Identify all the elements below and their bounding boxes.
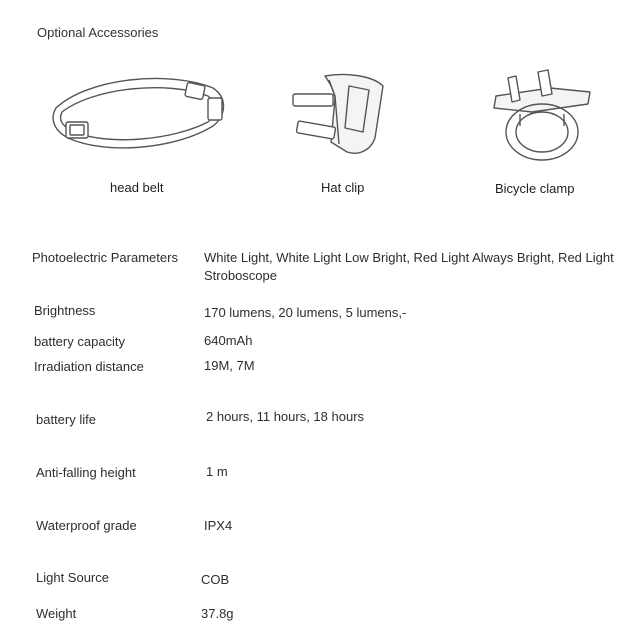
param-value-waterproof-grade: IPX4 (204, 518, 233, 533)
param-value-battery-capacity: 640mAh (204, 333, 253, 348)
param-value-brightness: 170 lumens, 20 lumens, 5 lumens,- (204, 305, 407, 320)
param-label-weight: Weight (36, 606, 77, 621)
param-label-brightness: Brightness (34, 303, 96, 318)
accessory-label-bicycle-clamp: Bicycle clamp (495, 181, 575, 196)
hat-clip-icon (287, 68, 387, 160)
accessories-title: Optional Accessories (37, 25, 159, 40)
head-belt-icon (48, 68, 233, 158)
accessory-bicycle-clamp (490, 66, 595, 164)
accessory-head-belt (48, 68, 233, 158)
param-value-anti-falling-height: 1 m (206, 464, 228, 479)
param-label-irradiation-distance: Irradiation distance (34, 359, 144, 374)
param-value-photoelectric: White Light, White Light Low Bright, Red Light Always Bright, Red Light Stroboscope (204, 250, 614, 283)
param-label-anti-falling-height: Anti-falling height (36, 465, 136, 480)
accessory-label-head-belt: head belt (110, 180, 164, 195)
param-value-irradiation-distance: 19M, 7M (204, 358, 255, 373)
accessory-label-hat-clip: Hat clip (321, 180, 365, 195)
bicycle-clamp-icon (490, 66, 595, 164)
param-label-light-source: Light Source (36, 570, 109, 585)
param-label-battery-life: battery life (36, 412, 96, 427)
param-value-battery-life: 2 hours, 11 hours, 18 hours (206, 409, 365, 424)
param-value-weight: 37.8g (201, 606, 234, 621)
param-label-waterproof-grade: Waterproof grade (36, 518, 137, 533)
param-label-photoelectric: Photoelectric Parameters (32, 250, 178, 265)
param-value-light-source: COB (201, 572, 230, 587)
accessory-hat-clip (287, 68, 387, 160)
param-label-battery-capacity: battery capacity (34, 334, 126, 349)
